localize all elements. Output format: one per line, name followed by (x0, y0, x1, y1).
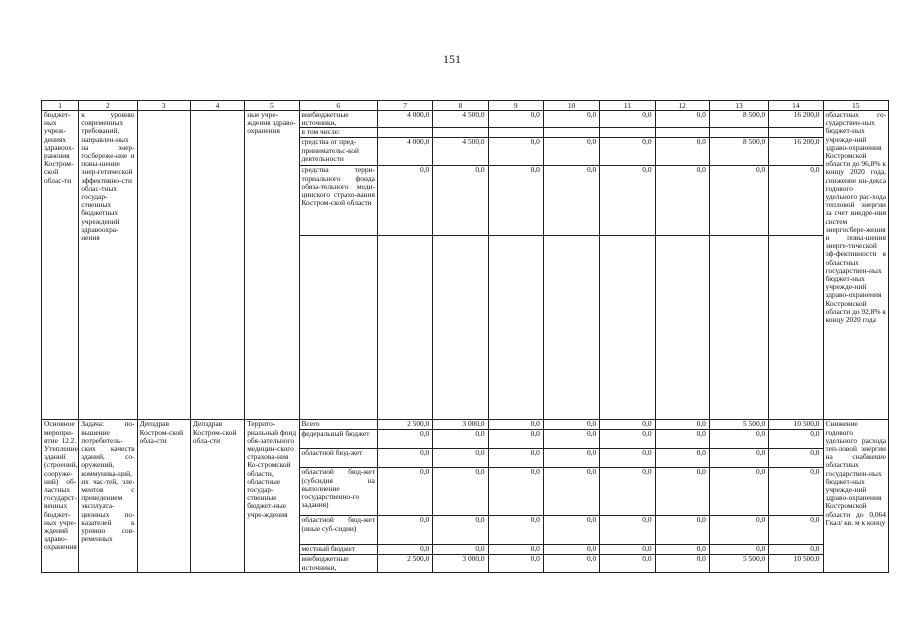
header-cell: 12 (655, 101, 709, 111)
value-cell: 0,0 (655, 420, 709, 430)
source-cell (299, 236, 377, 420)
value-cell: 0,0 (709, 449, 768, 468)
value-cell: 8 500,0 (709, 138, 768, 166)
value-cell: 10 500,0 (769, 420, 823, 430)
value-cell (543, 236, 599, 420)
value-cell: 0,0 (377, 449, 432, 468)
value-cell: 0,0 (377, 516, 432, 545)
value-cell: 0,0 (769, 430, 823, 449)
value-cell: 0,0 (600, 545, 655, 555)
value-cell: 0,0 (488, 555, 543, 573)
value-cell: 0,0 (543, 420, 599, 430)
source-cell: областной бюд-жет (иные суб-сидии) (299, 516, 377, 545)
value-cell: 0,0 (488, 166, 543, 236)
value-cell: 0,0 (543, 449, 599, 468)
value-cell: 0,0 (769, 166, 823, 236)
value-cell: 0,0 (433, 430, 488, 449)
value-cell: 0,0 (488, 516, 543, 545)
coordinator-cell (190, 111, 244, 420)
value-cell: 0,0 (709, 516, 768, 545)
value-cell: 0,0 (433, 166, 488, 236)
value-cell: 0,0 (600, 420, 655, 430)
value-cell: 5 500,0 (709, 420, 768, 430)
value-cell (655, 236, 709, 420)
header-cell: 7 (377, 101, 432, 111)
value-cell: 0,0 (488, 545, 543, 555)
value-cell: 0,0 (543, 555, 599, 573)
header-cell: 2 (79, 101, 137, 111)
value-cell: 0,0 (600, 516, 655, 545)
executor-cell: Террито-риальный фонд обя-зательного медицин-ского страхова-ния Ко-стромской области, областные государ-ственные бюджет-ные учре-ждения (245, 420, 299, 573)
value-cell: 0,0 (709, 166, 768, 236)
value-cell: 16 200,0 (769, 111, 823, 128)
value-cell: 0,0 (543, 111, 599, 128)
value-cell: 0,0 (655, 138, 709, 166)
value-cell: 0,0 (543, 430, 599, 449)
value-cell: 0,0 (600, 138, 655, 166)
value-cell: 0,0 (769, 545, 823, 555)
executor-cell: ные учре-ждения здраво-охранения (245, 111, 299, 420)
value-cell: 0,0 (769, 468, 823, 516)
source-cell: внебюджетные источники, (299, 555, 377, 573)
header-cell: 5 (245, 101, 299, 111)
header-cell: 8 (433, 101, 488, 111)
value-cell: 4 000,0 (377, 111, 432, 128)
value-cell: 4 500,0 (433, 138, 488, 166)
source-cell: в том числе: (299, 128, 377, 138)
result-cell: областных го-сударствен-ных бюджет-ных учрежде-ний здраво-охранения Костромской области до 96,8% к концу 2020 года, снижение ин-декса годового удельного рас-хода тепловой энергии за счет внедре-ния систем энергосбере-жения и повы-шения энерге-тической эф-фективности в областных государствен-ных бюджет-ных учрежде-ний здраво-охранения Костромской области до 92,8% к концу 2020 года (823, 111, 889, 420)
value-cell: 5 500,0 (709, 555, 768, 573)
source-cell: федеральный бюджет (299, 430, 377, 449)
value-cell: 0,0 (600, 555, 655, 573)
value-cell: 0,0 (600, 430, 655, 449)
value-cell: 0,0 (709, 545, 768, 555)
value-cell: 0,0 (709, 468, 768, 516)
value-cell: 2 500,0 (377, 555, 432, 573)
value-cell: 0,0 (655, 516, 709, 545)
value-cell: 0,0 (377, 430, 432, 449)
value-cell (433, 236, 488, 420)
page-number: 151 (443, 52, 461, 66)
value-cell: 0,0 (600, 449, 655, 468)
source-cell: средства терри-ториального фонда обяза-тельного меди-цинского страхо-вания Костром-ской области (299, 166, 377, 236)
header-cell: 10 (543, 101, 599, 111)
source-cell: областной бюд-жет (299, 449, 377, 468)
value-cell: 8 500,0 (709, 111, 768, 128)
coordinator-cell: Депздрав Костром-ской обла-сти (190, 420, 244, 573)
value-cell (769, 128, 823, 138)
value-cell: 0,0 (655, 468, 709, 516)
header-row (42, 101, 889, 111)
table-row (42, 111, 889, 128)
result-cell: Снижение годового удельного расхода теп-ловой энергии на снабжение областных государствен-ных бюджет-ных учрежде-ний здраво-охранения Костромской области до 0,064 Гкал/ кв. м к концу (823, 420, 889, 573)
value-cell: 0,0 (769, 516, 823, 545)
header-cell: 11 (600, 101, 655, 111)
budget-table (41, 100, 889, 573)
value-cell (709, 128, 768, 138)
value-cell: 10 500,0 (769, 555, 823, 573)
value-cell: 0,0 (655, 430, 709, 449)
header-cell: 3 (137, 101, 190, 111)
source-cell: Всего (299, 420, 377, 430)
task-cell: Задача: по-вышение потребитель-ских качеств зданий, со-оружений, коммуника-ций, их час-тей, эле-ментов с приведением эксплуата-ционных по-казателей к уровню сов-ременных (79, 420, 137, 573)
value-cell (377, 236, 432, 420)
value-cell: 0,0 (488, 430, 543, 449)
value-cell: 0,0 (488, 138, 543, 166)
value-cell (488, 236, 543, 420)
value-cell: 0,0 (488, 420, 543, 430)
value-cell: 0,0 (655, 545, 709, 555)
value-cell: 0,0 (600, 166, 655, 236)
responsible-cell: Депздрав Костром-ской обла-сти (137, 420, 190, 573)
value-cell: 0,0 (655, 555, 709, 573)
value-cell: 0,0 (543, 166, 599, 236)
source-cell: областной бюд-жет (субсидия на выполнение государственно-го задания) (299, 468, 377, 516)
value-cell: 0,0 (543, 138, 599, 166)
source-cell: внебюджетные источники, (299, 111, 377, 128)
value-cell: 4 500,0 (433, 111, 488, 128)
value-cell: 0,0 (377, 545, 432, 555)
header-cell: 15 (823, 101, 889, 111)
value-cell (600, 236, 655, 420)
value-cell: 4 000,0 (377, 138, 432, 166)
value-cell (709, 236, 768, 420)
header-cell: 9 (488, 101, 543, 111)
value-cell (377, 128, 432, 138)
value-cell: 0,0 (769, 449, 823, 468)
header-cell: 4 (190, 101, 244, 111)
value-cell: 0,0 (543, 545, 599, 555)
value-cell: 0,0 (433, 516, 488, 545)
activity-cell: бюджет-ных учреж-дениях здравоох-ранения Костром-ской облас-ти (42, 111, 79, 420)
value-cell: 16 200,0 (769, 138, 823, 166)
value-cell: 0,0 (655, 166, 709, 236)
header-cell: 14 (769, 101, 823, 111)
value-cell (655, 128, 709, 138)
value-cell: 0,0 (543, 516, 599, 545)
value-cell: 0,0 (433, 468, 488, 516)
header-cell: 6 (299, 101, 377, 111)
value-cell (433, 128, 488, 138)
activity-cell: Основное меропри-ятие 12.2. Утепление зданий (строений, сооруже-ний) об-ластных государст-венных бюджет-ных учре-ждений здраво-охранения (42, 420, 79, 573)
value-cell: 0,0 (600, 111, 655, 128)
value-cell (488, 128, 543, 138)
value-cell: 0,0 (488, 468, 543, 516)
value-cell: 0,0 (488, 111, 543, 128)
source-cell: местный бюджет (299, 545, 377, 555)
value-cell: 2 500,0 (377, 420, 432, 430)
header-cell: 13 (709, 101, 768, 111)
value-cell: 0,0 (433, 449, 488, 468)
value-cell: 3 000,0 (433, 555, 488, 573)
value-cell: 0,0 (655, 111, 709, 128)
task-cell: к уровню современных требований, направлен-ных на энер-госбереже-ние и повы-шение энер-гетической эффективно-сти облас-тных государ-ственных бюджетных учреждений здравоохра-нения (79, 111, 137, 420)
value-cell: 3 000,0 (433, 420, 488, 430)
header-cell: 1 (42, 101, 79, 111)
value-cell: 0,0 (655, 449, 709, 468)
value-cell (543, 128, 599, 138)
value-cell: 0,0 (377, 166, 432, 236)
value-cell (769, 236, 823, 420)
value-cell: 0,0 (377, 468, 432, 516)
value-cell: 0,0 (433, 545, 488, 555)
value-cell: 0,0 (600, 468, 655, 516)
source-cell: средства от пред-принимательс-кой деятельности (299, 138, 377, 166)
value-cell: 0,0 (488, 449, 543, 468)
table-row (42, 420, 889, 430)
responsible-cell (137, 111, 190, 420)
value-cell (600, 128, 655, 138)
value-cell: 0,0 (709, 430, 768, 449)
value-cell: 0,0 (543, 468, 599, 516)
